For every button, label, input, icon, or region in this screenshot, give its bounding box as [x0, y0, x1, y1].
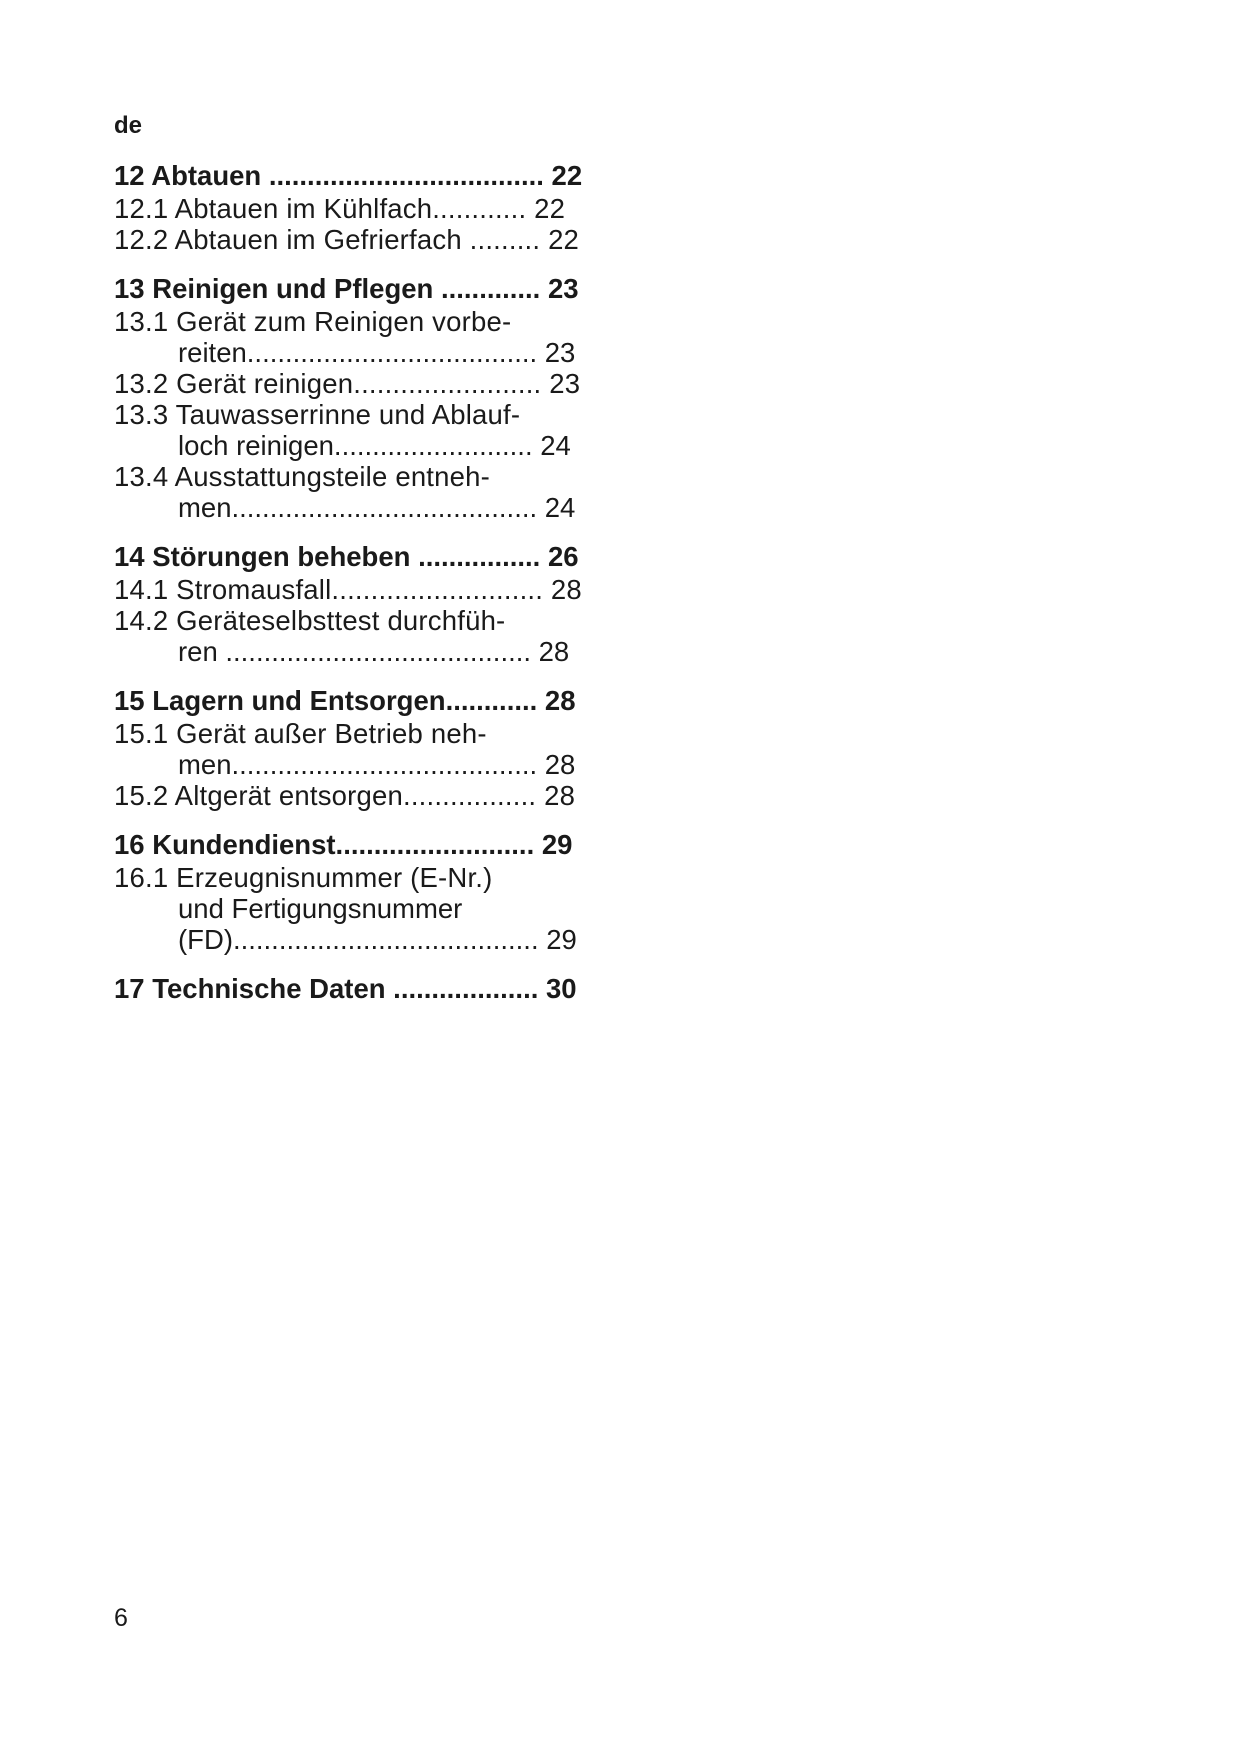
toc-entry-14-1[interactable]: 14.1 Stromausfall........................... 28	[114, 574, 582, 605]
toc-chapter-12	[114, 160, 604, 255]
toc-entry-14-2[interactable]: 14.2 Geräteselbsttest durchfüh-	[114, 605, 506, 636]
toc-entry-16-1[interactable]: 16.1 Erzeugnisnummer (E-Nr.)	[114, 862, 493, 893]
toc-entry-12-2[interactable]: 12.2 Abtauen im Gefrierfach ......... 22	[114, 224, 580, 255]
language-label: de	[114, 112, 143, 139]
toc-chapter-14	[114, 541, 604, 667]
toc-heading-12-abtauen[interactable]: 12 Abtauen .................................... 22	[114, 160, 583, 191]
toc-heading-14-stoerungen[interactable]: 14 Störungen beheben ................ 26	[114, 541, 579, 572]
toc-entry-13-4-cont[interactable]: men........................................ 24	[178, 492, 576, 523]
toc-entry-13-1-cont[interactable]: reiten...................................... 23	[178, 337, 576, 368]
toc-entry-16-1-cont-1[interactable]: und Fertigungsnummer	[178, 893, 463, 924]
toc-entry-13-3[interactable]: 13.3 Tauwasserrinne und Ablauf-	[114, 399, 521, 430]
toc-chapter-15	[114, 685, 604, 811]
toc-entry-15-1-cont[interactable]: men........................................ 28	[178, 749, 576, 780]
toc-chapter-13	[114, 273, 604, 523]
toc-entry-16-1-cont-2[interactable]: (FD)........................................ 29	[178, 924, 577, 955]
toc-heading-13-reinigen[interactable]: 13 Reinigen und Pflegen ............. 23	[114, 273, 579, 304]
page-number: 6	[114, 1604, 128, 1632]
toc-heading-16-kundendienst[interactable]: 16 Kundendienst.......................... 29	[114, 829, 573, 860]
toc-entry-13-1[interactable]: 13.1 Gerät zum Reinigen vorbe-	[114, 306, 512, 337]
toc-entry-15-2[interactable]: 15.2 Altgerät entsorgen................. 28	[114, 780, 576, 811]
toc-entry-15-1[interactable]: 15.1 Gerät außer Betrieb neh-	[114, 718, 487, 749]
toc-heading-15-lagern[interactable]: 15 Lagern und Entsorgen............ 28	[114, 685, 576, 716]
toc-heading-17-technische-daten[interactable]: 17 Technische Daten ................... 30	[114, 973, 577, 1004]
table-of-contents	[114, 160, 604, 1022]
toc-entry-12-1[interactable]: 12.1 Abtauen im Kühlfach............ 22	[114, 193, 566, 224]
toc-chapter-17	[114, 973, 604, 1004]
toc-entry-13-2[interactable]: 13.2 Gerät reinigen........................ 23	[114, 368, 581, 399]
toc-entry-14-2-cont[interactable]: ren ........................................ 28	[178, 636, 570, 667]
toc-entry-13-3-cont[interactable]: loch reinigen.......................... 24	[178, 430, 571, 461]
toc-chapter-16	[114, 829, 604, 955]
toc-entry-13-4[interactable]: 13.4 Ausstattungsteile entneh-	[114, 461, 490, 492]
